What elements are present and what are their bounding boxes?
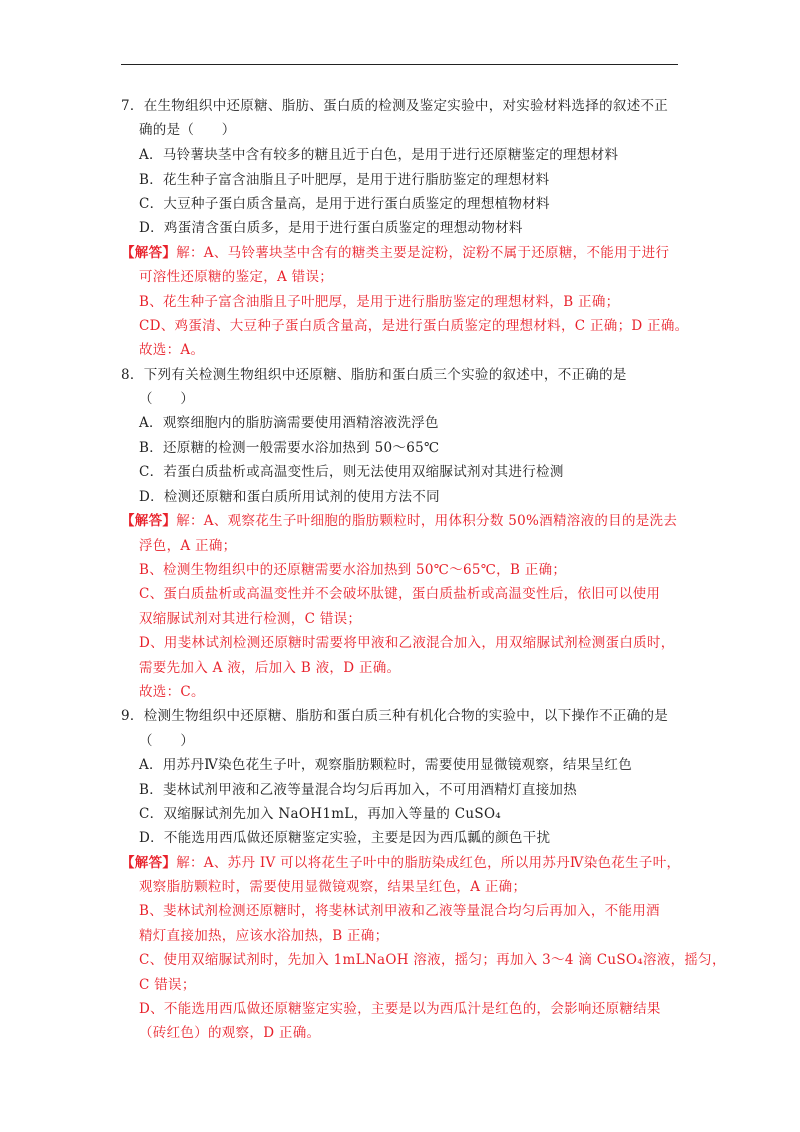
q9-answer-line-5: C、使用双缩脲试剂时，先加入 1mLNaOH 溶液，摇匀；再加入 3～4 滴 CuSO₄溶液，摇匀， [139,952,726,968]
q8-answer-text-1: 解：A、观察花生子叶细胞的脂肪颗粒时，用体积分数 50%酒精溶液的目的是洗去 [176,513,678,529]
q7-answer-tag: 【解答】 [121,245,177,261]
q9-answer-line-7: D、不能选用西瓜做还原糖鉴定实验，主要是以为西瓜汁是红色的，会影响还原糖结果 [139,1001,661,1017]
q8-option-a: A．观察细胞内的脂肪滴需要使用酒精溶液洗浮色 [139,415,439,431]
q7-answer-line-4: CD、鸡蛋清、大豆种子蛋白质含量高，是进行蛋白质鉴定的理想材料，C 正确；D 正确。 [139,318,689,334]
q9-option-d: D．不能选用西瓜做还原糖鉴定实验，主要是因为西瓜瓤的颜色干扰 [139,830,551,846]
q8-answer-line-1 [121,512,677,530]
q7-stem-line-2: 确的是（ ） [139,122,236,138]
q7-answer-text-1: 解：A、马铃薯块茎中含有的糖类主要是淀粉，淀粉不属于还原糖，不能用于进行 [176,245,670,261]
q7-answer-line-1 [121,244,669,262]
header-rule [121,64,678,65]
q9-option-a: A．用苏丹Ⅳ染色花生子叶，观察脂肪颗粒时，需要使用显微镜观察，结果呈红色 [139,757,633,773]
q8-answer-line-7: 需要先加入 A 液，后加入 B 液，D 正确。 [139,660,401,676]
q7-option-c: C．大豆种子蛋白质含量高，是用于进行蛋白质鉴定的理想植物材料 [139,196,550,212]
q7-stem-line-1: 7．在生物组织中还原糖、脂肪、蛋白质的检测及鉴定实验中，对实验材料选择的叙述不正 [121,98,669,114]
q8-answer-line-6: D、用斐林试剂检测还原糖时需要将甲液和乙液混合加入，用双缩脲试剂检测蛋白质时， [139,635,675,651]
q9-answer-line-6: C 错误； [139,977,196,993]
q7-option-b: B．花生种子富含油脂且子叶肥厚，是用于进行脂肪鉴定的理想材料 [139,172,550,188]
q8-answer-line-4: C、蛋白质盐析或高温变性并不会破坏肽键，蛋白质盐析或高温变性后，依旧可以使用 [139,586,661,602]
q7-answer-line-5: 故选：A。 [139,342,205,358]
q9-answer-line-3: B、斐林试剂检测还原糖时，将斐林试剂甲液和乙液等量混合均匀后再加入，不能用酒 [139,903,660,919]
q7-option-a: A．马铃薯块茎中含有较多的糖且近于白色，是用于进行还原糖鉴定的理想材料 [139,147,619,163]
q8-answer-line-3: B、检测生物组织中的还原糖需要水浴加热到 50℃～65℃，B 正确； [139,562,567,578]
q8-stem-line-1: 8．下列有关检测生物组织中还原糖、脂肪和蛋白质三个实验的叙述中，不正确的是 [121,367,627,383]
q8-answer-line-8: 故选：C。 [139,684,205,700]
q9-answer-tag: 【解答】 [121,855,177,871]
q8-option-d: D．检测还原糖和蛋白质所用试剂的使用方法不同 [139,489,440,505]
q9-option-b: B．斐林试剂甲液和乙液等量混合均匀后再加入，不可用酒精灯直接加热 [139,782,578,798]
q9-answer-text-1: 解：A、苏丹 IV 可以将花生子叶中的脂肪染成红色，所以用苏丹Ⅳ染色花生子叶， [176,855,681,871]
q7-option-d: D．鸡蛋清含蛋白质多，是用于进行蛋白质鉴定的理想动物材料 [139,220,523,236]
q7-answer-line-2: 可溶性还原糖的鉴定，A 错误； [139,269,334,285]
q7-answer-line-3: B、花生种子富含油脂且子叶肥厚，是用于进行脂肪鉴定的理想材料，B 正确； [139,294,620,310]
q9-option-c: C．双缩脲试剂先加入 NaOH1mL，再加入等量的 CuSO₄ [139,806,502,822]
q8-answer-tag: 【解答】 [121,513,177,529]
q9-answer-line-8: （砖红色）的观察，D 正确。 [139,1025,321,1041]
q9-stem-line-1: 9．检测生物组织中还原糖、脂肪和蛋白质三种有机化合物的实验中，以下操作不正确的是 [121,708,669,724]
q8-option-b: B．还原糖的检测一般需要水浴加热到 50～65℃ [139,440,440,456]
q9-answer-line-2: 观察脂肪颗粒时，需要使用显微镜观察，结果呈红色，A 正确； [139,879,527,895]
q8-stem-line-2: （ ） [139,391,195,407]
q8-answer-line-2: 浮色，A 正确； [139,538,237,554]
q8-answer-line-5: 双缩脲试剂对其进行检测，C 错误； [139,611,362,627]
q9-stem-line-2: （ ） [139,733,195,749]
q9-answer-line-1 [121,854,680,872]
q8-option-c: C．若蛋白质盐析或高温变性后，则无法使用双缩脲试剂对其进行检测 [139,464,564,480]
q9-answer-line-4: 精灯直接加热，应该水浴加热，B 正确； [139,928,389,944]
